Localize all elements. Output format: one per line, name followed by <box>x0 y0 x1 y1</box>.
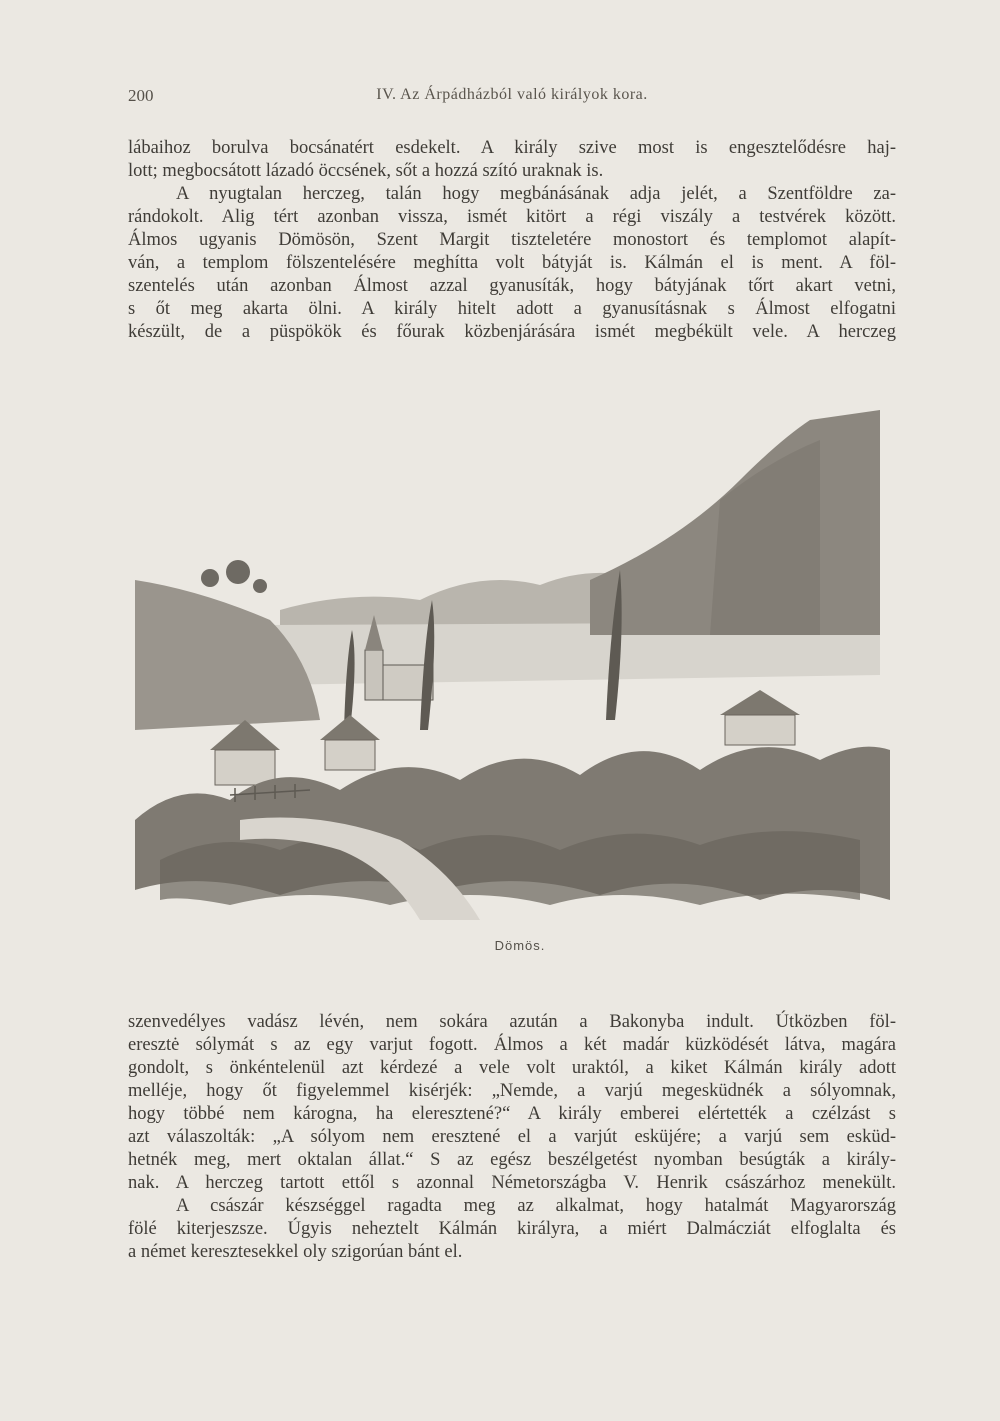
text-line: melléje, hogy őt figyelemmel kisérjék: „Nemde, a varjú megesküdnék a sólyomnak, <box>128 1081 896 1101</box>
text-line: A császár készséggel ragadta meg az alkalmat, hogy hatalmát Magyarország <box>176 1196 896 1216</box>
text-line: Álmos ugyanis Dömösön, Szent Margit tiszteletére monostort és templomot alapít- <box>128 230 896 250</box>
text-block-top <box>128 137 896 344</box>
text-line: lott; megbocsátott lázadó öccsének, sőt a hozzá szító uraknak is. <box>128 161 604 181</box>
text-line: szentelés után azonban Álmost azzal gyanusíták, hogy bátyjának tőrt akart vetni, <box>128 276 896 296</box>
text-line: nak. A herczeg tartott ettől s azonnal Németországba V. Henrik császárhoz menekült. <box>128 1173 896 1193</box>
figure-caption: Dömös. <box>494 938 546 953</box>
text-line: s őt meg akarta ölni. A király hitelt adott a gyanusításnak s Álmost elfogatni <box>128 299 896 319</box>
text-line: eresztė sólymát s az egy varjut fogott. Álmos a két madár küzködését látva, magára <box>128 1035 896 1055</box>
text-line: rándokolt. Alig tért azonban vissza, ismét kitört a régi viszály a testvérek között. <box>128 207 896 227</box>
text-line: szenvedélyes vadász lévén, nem sokára azután a Bakonyba indult. Útközben föl- <box>128 1012 896 1032</box>
landscape-illustration <box>120 400 900 930</box>
text-line: fölé kiterjeszsze. Úgyis neheztelt Kálmán királyra, a miért Dalmácziát elfoglalta és <box>128 1219 896 1239</box>
text-block-bottom <box>128 1011 896 1264</box>
text-line: hetnék meg, mert oktalan állat.“ S az egész beszélgetést nyomban besúgták a király- <box>128 1150 896 1170</box>
text-line: ván, a templom fölszentelésére meghítta volt bátyját is. Kálmán el is ment. A föl- <box>128 253 896 273</box>
text-line: A nyugtalan herczeg, talán hogy megbánásának adja jelét, a Szentföldre za- <box>176 184 896 204</box>
text-line: készült, de a püspökök és főurak közbenjárására ismét megbékült vele. A herczeg <box>128 322 896 342</box>
landscape-drawing <box>120 400 900 930</box>
page-header <box>128 86 896 112</box>
running-head: IV. Az Árpádházból való királyok kora. <box>376 86 648 103</box>
text-line: lábaihoz borulva bocsánatért esdekelt. A király szive most is engesztelődésre haj- <box>128 138 896 158</box>
text-line: hogy többé nem károgna, ha eleresztené?“ A király emberei elértették a czélzást s <box>128 1104 896 1124</box>
text-line: gondolt, s önkéntelenül azt kérdezé a vele volt uraktól, a kiket Kálmán király adott <box>128 1058 896 1078</box>
text-line: azt válaszolták: „A sólyom nem eresztené el a varjút esküjére; a varjú sem esküd- <box>128 1127 896 1147</box>
text-line: a német keresztesekkel oly szigorúan bánt el. <box>128 1242 463 1262</box>
page-number: 200 <box>128 86 154 105</box>
